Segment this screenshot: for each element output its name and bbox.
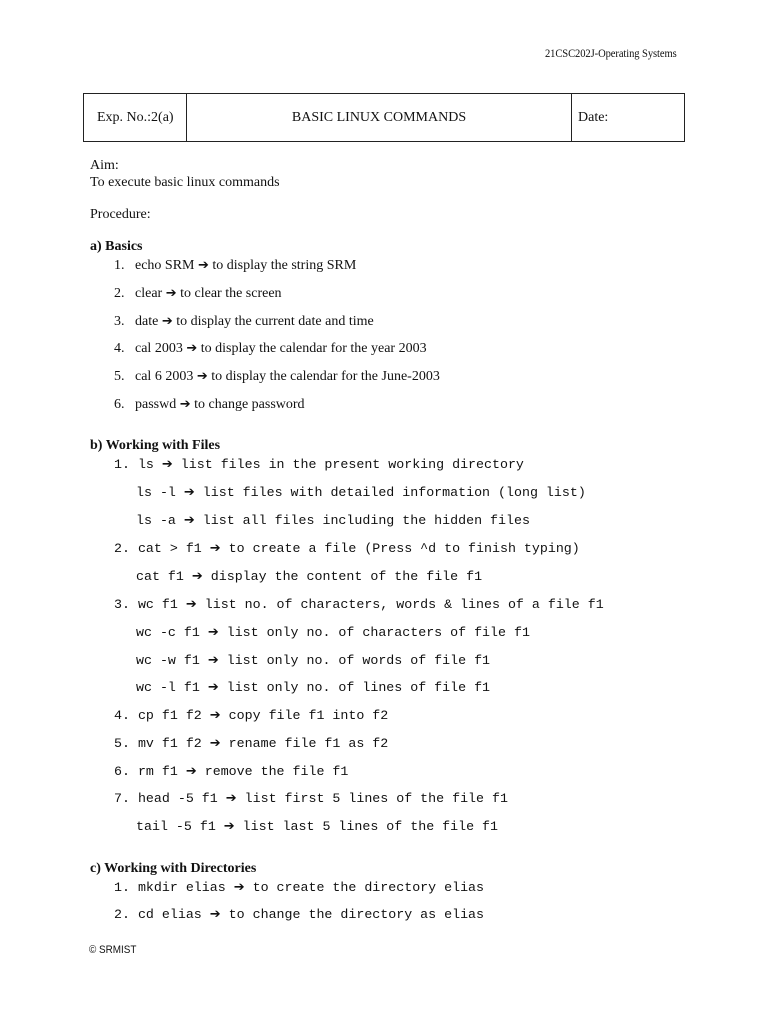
command: cat > f1 xyxy=(137,541,202,556)
command: cal 6 2003 xyxy=(135,369,194,384)
description: to display the calendar for the year 2003 xyxy=(200,341,427,356)
course-header: 21CSC202J-Operating Systems xyxy=(545,46,677,60)
command: head -5 f1 xyxy=(137,791,218,806)
item-number: 5. xyxy=(114,736,130,751)
list-item xyxy=(136,819,498,835)
section-heading-files: b) Working with Files xyxy=(90,438,221,453)
command: wc -w f1 xyxy=(136,653,200,668)
arrow-icon: ➔ xyxy=(209,736,221,751)
description: to display the current date and time xyxy=(176,314,374,329)
arrow-icon: ➔ xyxy=(196,369,208,384)
experiment-table xyxy=(83,93,685,142)
list-item xyxy=(136,653,490,669)
description: list files in the present working directory xyxy=(180,457,524,472)
item-number: 1. xyxy=(114,258,125,273)
arrow-icon: ➔ xyxy=(186,341,198,356)
list-item xyxy=(136,513,530,529)
list-item xyxy=(114,597,604,613)
description: to create a file (Press ^d to finish typing) xyxy=(228,541,580,556)
command: ls -l xyxy=(136,485,176,500)
command: passwd xyxy=(135,397,177,412)
date-field: Date: xyxy=(578,109,609,125)
command: mkdir elias xyxy=(137,880,226,895)
arrow-icon: ➔ xyxy=(233,880,245,895)
arrow-icon: ➔ xyxy=(225,791,237,806)
item-number: 4. xyxy=(114,341,125,356)
arrow-icon: ➔ xyxy=(191,569,203,584)
list-item xyxy=(136,485,586,501)
description: to change password xyxy=(194,397,305,412)
list-item xyxy=(136,569,482,585)
arrow-icon: ➔ xyxy=(165,286,177,301)
description: list files with detailed information (long list) xyxy=(202,485,586,500)
list-item xyxy=(114,880,484,896)
list-item xyxy=(114,258,356,274)
description: rename file f1 as f2 xyxy=(228,736,389,751)
item-number: 2. xyxy=(114,907,130,922)
command: echo SRM xyxy=(135,258,195,273)
arrow-icon: ➔ xyxy=(183,513,195,528)
item-number: 7. xyxy=(114,791,130,806)
list-item xyxy=(136,625,530,641)
item-number: 5. xyxy=(114,369,125,384)
description: to create the directory elias xyxy=(252,880,485,895)
description: list all files including the hidden files xyxy=(202,513,530,528)
description: list first 5 lines of the file f1 xyxy=(244,791,508,806)
item-number: 2. xyxy=(114,541,130,556)
arrow-icon: ➔ xyxy=(209,541,221,556)
description: to change the directory as elias xyxy=(228,907,485,922)
item-number: 1. xyxy=(114,880,130,895)
procedure-label: Procedure: xyxy=(90,207,151,222)
command: cd elias xyxy=(137,907,202,922)
item-number: 6. xyxy=(114,397,125,412)
description: list only no. of characters of file f1 xyxy=(226,625,530,640)
command: rm f1 xyxy=(137,764,178,779)
list-item xyxy=(136,680,490,696)
section-heading-directories: c) Working with Directories xyxy=(90,861,257,876)
description: list only no. of lines of file f1 xyxy=(226,680,491,695)
arrow-icon: ➔ xyxy=(207,680,219,695)
command: date xyxy=(135,314,159,329)
item-number: 4. xyxy=(114,708,130,723)
command: cal 2003 xyxy=(135,341,183,356)
item-number: 3. xyxy=(114,597,130,612)
description: display the content of the file f1 xyxy=(210,569,483,584)
command: cat f1 xyxy=(136,569,184,584)
description: list no. of characters, words & lines of a file f1 xyxy=(204,597,604,612)
command: wc -l f1 xyxy=(136,680,200,695)
command: mv f1 f2 xyxy=(137,736,202,751)
description: copy file f1 into f2 xyxy=(228,708,389,723)
description: to clear the screen xyxy=(180,286,282,301)
command: cp f1 f2 xyxy=(137,708,202,723)
list-item xyxy=(114,791,508,807)
aim-text: To execute basic linux commands xyxy=(90,175,280,190)
command: ls -a xyxy=(136,513,176,528)
arrow-icon: ➔ xyxy=(198,258,209,273)
list-item xyxy=(114,764,348,780)
arrow-icon: ➔ xyxy=(209,708,221,723)
arrow-icon: ➔ xyxy=(179,397,191,412)
item-number: 6. xyxy=(114,764,130,779)
arrow-icon: ➔ xyxy=(161,457,173,472)
command: ls xyxy=(137,457,154,472)
command: wc f1 xyxy=(137,597,178,612)
description: list last 5 lines of the file f1 xyxy=(242,819,499,834)
arrow-icon: ➔ xyxy=(161,314,173,329)
exp-number: Exp. No.:2(a) xyxy=(84,94,187,141)
list-item xyxy=(114,369,440,385)
list-item xyxy=(114,341,427,357)
description: list only no. of words of file f1 xyxy=(226,653,491,668)
command: tail -5 f1 xyxy=(136,819,216,834)
arrow-icon: ➔ xyxy=(207,625,219,640)
list-item xyxy=(114,457,524,473)
experiment-title: BASIC LINUX COMMANDS xyxy=(187,94,572,141)
command: wc -c f1 xyxy=(136,625,200,640)
list-item xyxy=(114,736,388,752)
list-item xyxy=(114,286,282,302)
aim-label: Aim: xyxy=(90,158,119,173)
arrow-icon: ➔ xyxy=(209,907,221,922)
arrow-icon: ➔ xyxy=(183,485,195,500)
item-number: 2. xyxy=(114,286,125,301)
list-item xyxy=(114,907,484,923)
description: remove the file f1 xyxy=(204,764,349,779)
arrow-icon: ➔ xyxy=(207,653,219,668)
description: to display the calendar for the June-2003 xyxy=(211,369,440,384)
command: clear xyxy=(135,286,163,301)
footer-copyright: © SRMIST xyxy=(89,944,137,956)
list-item xyxy=(114,314,374,330)
list-item xyxy=(114,708,388,724)
list-item xyxy=(114,397,305,413)
item-number: 1. xyxy=(114,457,130,472)
list-item xyxy=(114,541,580,557)
arrow-icon: ➔ xyxy=(223,819,235,834)
section-heading-basics: a) Basics xyxy=(90,239,143,254)
arrow-icon: ➔ xyxy=(185,764,197,779)
description: to display the string SRM xyxy=(212,258,357,273)
arrow-icon: ➔ xyxy=(185,597,197,612)
item-number: 3. xyxy=(114,314,125,329)
